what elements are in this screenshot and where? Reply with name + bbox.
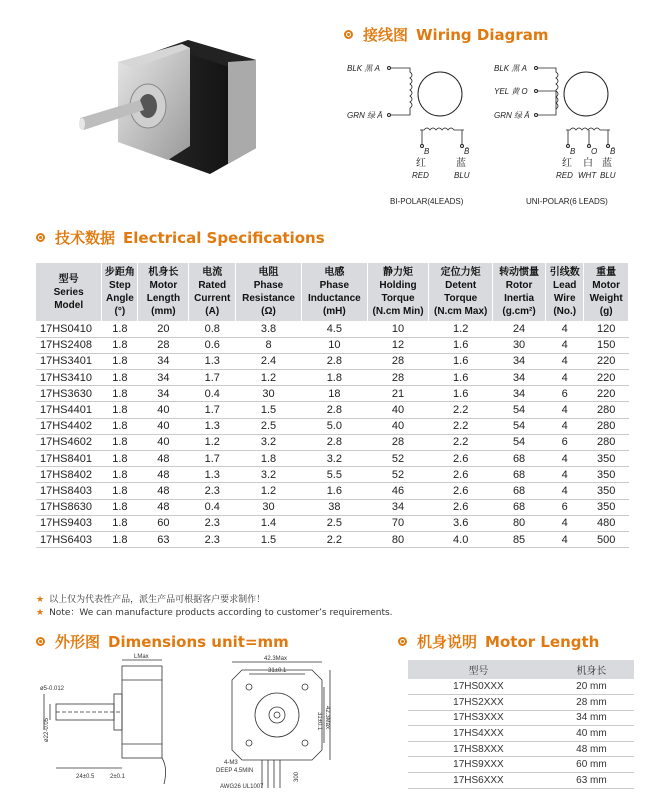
table-cell: 1.6 [429, 353, 493, 369]
star-icon: ★ [36, 608, 45, 618]
unipolar-label-abar: GRN 绿 Ā [494, 111, 530, 120]
table-row [408, 695, 634, 711]
col-length: 机身长 [549, 660, 634, 679]
col-lead-wire: 引线数 Lead Wire (No.) [546, 263, 584, 321]
table-cell: 28 [367, 434, 429, 450]
table-cell: 30 [236, 499, 302, 515]
unipolar-pin-bbar: B̄ [610, 147, 616, 156]
table-cell: 2.6 [429, 483, 493, 499]
table-cell: 30 [236, 386, 302, 402]
bipolar-label-abar: GRN 绿 Ā [347, 111, 383, 120]
table-cell: 1.2 [189, 434, 236, 450]
table-cell: 1.8 [102, 337, 138, 353]
table-cell: 3.2 [236, 467, 302, 483]
table-cell: 4 [546, 337, 584, 353]
table-cell: 48 mm [549, 741, 634, 757]
table-cell: 1.4 [236, 515, 302, 531]
table-row [408, 679, 634, 695]
table-cell: 1.6 [301, 483, 367, 499]
bullet-icon [36, 233, 45, 242]
table-cell: 0.4 [189, 386, 236, 402]
table-cell: 10 [367, 321, 429, 337]
table-cell: 85 [493, 531, 546, 547]
unipolar-pin-o: O [591, 147, 598, 156]
table-cell: 17HS8402 [36, 467, 102, 483]
table-cell: 17HS6XXX [408, 773, 549, 789]
table-cell: 18 [301, 386, 367, 402]
table-cell: 2.3 [189, 483, 236, 499]
table-cell: 17HS4401 [36, 402, 102, 418]
col-series: 型号 [408, 660, 549, 679]
specs-title: 技术数据 Electrical Specifications [36, 227, 325, 248]
table-cell: 40 [367, 402, 429, 418]
table-cell: 350 [584, 483, 629, 499]
col-detent-torque: 定位力矩 Detent Torque (N.cm Max) [429, 263, 493, 321]
table-cell: 40 mm [549, 726, 634, 742]
table-cell: 1.8 [102, 531, 138, 547]
bipolar-blu-en: BLU [454, 171, 470, 180]
bipolar-diagram [347, 64, 470, 206]
table-cell: 80 [493, 515, 546, 531]
table-cell: 1.8 [102, 386, 138, 402]
table-cell: 38 [301, 499, 367, 515]
table-cell: 52 [367, 451, 429, 467]
table-cell: 2.4 [236, 353, 302, 369]
table-cell: 4 [546, 451, 584, 467]
bipolar-pin-b: B [424, 147, 430, 156]
unipolar-blu-zh: 蓝 [602, 158, 612, 169]
table-cell: 17HS4402 [36, 418, 102, 434]
table-cell: 21 [367, 386, 429, 402]
table-cell: 17HS3630 [36, 386, 102, 402]
dim-deep: DEEP 4.5MIN [216, 768, 254, 774]
table-cell: 1.7 [189, 402, 236, 418]
table-row [36, 483, 629, 499]
table-cell: 2.3 [189, 515, 236, 531]
table-cell: 6 [546, 434, 584, 450]
table-cell: 24 [493, 321, 546, 337]
table-cell: 2.2 [429, 402, 493, 418]
unipolar-pin-b: B [570, 147, 576, 156]
motor-length-title: 机身说明 Motor Length [398, 631, 599, 652]
table-cell: 34 [367, 499, 429, 515]
table-cell: 63 mm [549, 773, 634, 789]
table-row [36, 531, 629, 547]
table-cell: 34 [138, 370, 189, 386]
table-row [36, 337, 629, 353]
table-cell: 17HS8XXX [408, 741, 549, 757]
table-row [36, 386, 629, 402]
note-en: ★ Note：We can manufacture products according to customer’s requirements. [36, 608, 393, 618]
table-cell: 60 mm [549, 757, 634, 773]
unipolar-red-zh: 红 [562, 158, 572, 169]
table-cell: 2.2 [429, 418, 493, 434]
star-icon: ★ [36, 595, 45, 605]
unipolar-label-o: YEL 黄 O [494, 87, 528, 96]
table-cell: 1.8 [102, 515, 138, 531]
table-cell: 0.6 [189, 337, 236, 353]
table-cell: 220 [584, 386, 629, 402]
dim-boss: ø22-0.05 [44, 717, 50, 742]
table-cell: 220 [584, 370, 629, 386]
bipolar-pin-bbar: B̄ [464, 147, 470, 156]
table-cell: 150 [584, 337, 629, 353]
col-model: 型号 Series Model [36, 263, 102, 321]
table-cell: 28 [138, 337, 189, 353]
col-step-angle: 步距角 Step Angle (°) [102, 263, 138, 321]
table-cell: 40 [367, 418, 429, 434]
col-inductance: 电感 Phase Inductance (mH) [301, 263, 367, 321]
table-cell: 17HS8401 [36, 451, 102, 467]
table-cell: 34 [138, 386, 189, 402]
table-cell: 17HS3401 [36, 353, 102, 369]
table-cell: 1.2 [429, 321, 493, 337]
col-holding-torque: 静力矩 Holding Torque (N.cm Min) [367, 263, 429, 321]
table-cell: 8 [236, 337, 302, 353]
table-cell: 5.0 [301, 418, 367, 434]
dim-shaft: ø5-0.012 [40, 686, 65, 692]
table-cell: 6 [546, 386, 584, 402]
table-cell: 1.8 [102, 402, 138, 418]
table-cell: 280 [584, 434, 629, 450]
table-cell: 1.8 [102, 483, 138, 499]
table-cell: 3.6 [429, 515, 493, 531]
table-cell: 68 [493, 499, 546, 515]
table-row [36, 370, 629, 386]
table-row [36, 499, 629, 515]
wiring-title: 接线图 Wiring Diagram [344, 24, 548, 45]
table-cell: 280 [584, 402, 629, 418]
table-cell: 6 [546, 499, 584, 515]
table-cell: 28 [367, 353, 429, 369]
unipolar-red-en: RED [556, 171, 573, 180]
note-zh: ★ 以上仅为代表性产品，派生产品可根据客户要求制作！ [36, 595, 266, 605]
col-motor-length: 机身长 Motor Length (mm) [138, 263, 189, 321]
unipolar-wht-zh: 白 [583, 158, 593, 169]
table-cell: 4 [546, 321, 584, 337]
table-cell: 17HS8403 [36, 483, 102, 499]
table-cell: 40 [138, 418, 189, 434]
table-cell: 10 [301, 337, 367, 353]
dim-31-vert: 31±0.1 [316, 712, 322, 731]
table-cell: 1.6 [429, 370, 493, 386]
table-cell: 54 [493, 434, 546, 450]
table-cell: 350 [584, 451, 629, 467]
table-cell: 4 [546, 515, 584, 531]
table-row [36, 467, 629, 483]
side-view [44, 660, 166, 784]
table-cell: 34 mm [549, 710, 634, 726]
table-row [408, 726, 634, 742]
table-row [36, 451, 629, 467]
table-cell: 1.3 [189, 418, 236, 434]
table-cell: 34 [493, 353, 546, 369]
table-cell: 54 [493, 418, 546, 434]
table-cell: 20 [138, 321, 189, 337]
table-row [408, 757, 634, 773]
table-cell: 1.8 [102, 370, 138, 386]
bipolar-label-a: BLK 黑 A [347, 64, 380, 73]
table-cell: 4 [546, 370, 584, 386]
table-cell: 17HS9XXX [408, 757, 549, 773]
table-cell: 17HS0410 [36, 321, 102, 337]
bullet-icon [36, 637, 45, 646]
dim-cable: 300 [294, 771, 300, 782]
bipolar-red-zh: 红 [416, 158, 426, 169]
table-cell: 17HS3410 [36, 370, 102, 386]
table-cell: 63 [138, 531, 189, 547]
table-cell: 1.5 [236, 402, 302, 418]
table-cell: 68 [493, 451, 546, 467]
table-cell: 1.8 [102, 434, 138, 450]
dimension-drawing [36, 652, 336, 794]
table-cell: 2.8 [301, 434, 367, 450]
dim-42max-vert: 42.3Max [324, 706, 330, 730]
unipolar-label-a: BLK 黑 A [494, 64, 527, 73]
dim-len1: 24±0.5 [76, 774, 95, 780]
table-cell: 3.2 [236, 434, 302, 450]
table-cell: 80 [367, 531, 429, 547]
table-cell: 17HS0XXX [408, 679, 549, 695]
bipolar-blu-zh: 蓝 [456, 158, 466, 169]
dim-lmax: LMax [134, 654, 149, 660]
table-cell: 480 [584, 515, 629, 531]
table-cell: 48 [138, 467, 189, 483]
table-cell: 2.8 [301, 402, 367, 418]
table-cell: 34 [138, 353, 189, 369]
table-cell: 17HS3XXX [408, 710, 549, 726]
table-cell: 2.6 [429, 467, 493, 483]
dim-holes: 4-M3 [224, 760, 238, 766]
table-row [408, 710, 634, 726]
table-cell: 17HS6403 [36, 531, 102, 547]
col-resistance: 电阻 Phase Resistance (Ω) [236, 263, 302, 321]
motor-photo [78, 38, 268, 178]
table-cell: 1.8 [102, 451, 138, 467]
table-cell: 2.6 [429, 451, 493, 467]
table-cell: 28 [367, 370, 429, 386]
table-cell: 48 [138, 499, 189, 515]
table-cell: 1.2 [236, 483, 302, 499]
table-cell: 54 [493, 402, 546, 418]
table-cell: 4 [546, 418, 584, 434]
table-cell: 4.5 [301, 321, 367, 337]
table-cell: 4 [546, 353, 584, 369]
table-cell: 0.4 [189, 499, 236, 515]
dim-42max: 42.3Max [264, 656, 288, 662]
table-cell: 1.6 [429, 386, 493, 402]
table-cell: 1.8 [301, 370, 367, 386]
table-cell: 40 [138, 434, 189, 450]
table-cell: 20 mm [549, 679, 634, 695]
bipolar-red-en: RED [412, 171, 429, 180]
table-cell: 280 [584, 418, 629, 434]
table-cell: 34 [493, 370, 546, 386]
table-cell: 1.8 [102, 353, 138, 369]
table-cell: 350 [584, 467, 629, 483]
table-cell: 1.8 [236, 451, 302, 467]
table-row [36, 418, 629, 434]
table-cell: 1.5 [236, 531, 302, 547]
table-cell: 4 [546, 531, 584, 547]
dim-31: 31±0.1 [268, 668, 287, 674]
unipolar-diagram [494, 64, 616, 206]
table-cell: 1.3 [189, 467, 236, 483]
table-row [408, 773, 634, 789]
table-cell: 1.8 [102, 499, 138, 515]
table-cell: 220 [584, 353, 629, 369]
wiring-diagram [336, 52, 636, 212]
table-cell: 17HS9403 [36, 515, 102, 531]
table-cell: 70 [367, 515, 429, 531]
table-row [36, 321, 629, 337]
table-cell: 2.2 [429, 434, 493, 450]
specs-table [36, 263, 629, 548]
specs-header-row [36, 263, 629, 321]
bullet-icon [344, 30, 353, 39]
table-cell: 48 [138, 451, 189, 467]
dim-wire: AWG26 UL1007 [220, 784, 264, 790]
table-cell: 2.5 [301, 515, 367, 531]
table-row [408, 741, 634, 757]
unipolar-wht-en: WHT [578, 171, 597, 180]
table-cell: 12 [367, 337, 429, 353]
table-cell: 30 [493, 337, 546, 353]
table-cell: 4 [546, 402, 584, 418]
table-cell: 2.5 [236, 418, 302, 434]
table-cell: 17HS4602 [36, 434, 102, 450]
table-cell: 48 [138, 483, 189, 499]
table-cell: 1.8 [102, 321, 138, 337]
unipolar-caption: UNI-POLAR(6 LEADS) [526, 197, 608, 206]
table-cell: 5.5 [301, 467, 367, 483]
table-cell: 4.0 [429, 531, 493, 547]
table-cell: 68 [493, 467, 546, 483]
table-row [36, 515, 629, 531]
table-cell: 2.3 [189, 531, 236, 547]
table-cell: 3.8 [236, 321, 302, 337]
dimensions-title: 外形图 Dimensions unit=mm [36, 631, 289, 652]
table-cell: 40 [138, 402, 189, 418]
table-cell: 350 [584, 499, 629, 515]
table-cell: 500 [584, 531, 629, 547]
table-cell: 17HS2408 [36, 337, 102, 353]
table-cell: 1.6 [429, 337, 493, 353]
table-row [36, 353, 629, 369]
table-cell: 60 [138, 515, 189, 531]
table-cell: 1.3 [189, 353, 236, 369]
table-cell: 1.8 [102, 418, 138, 434]
table-row [36, 434, 629, 450]
table-cell: 4 [546, 467, 584, 483]
motor-length-header-row [408, 660, 634, 679]
col-rotor-inertia: 转动惯量 Rotor Inertia (g.cm²) [493, 263, 546, 321]
table-cell: 2.6 [429, 499, 493, 515]
table-cell: 2.2 [301, 531, 367, 547]
table-cell: 17HS2XXX [408, 695, 549, 711]
table-cell: 1.8 [102, 467, 138, 483]
table-cell: 0.8 [189, 321, 236, 337]
table-row [36, 402, 629, 418]
table-cell: 4 [546, 483, 584, 499]
unipolar-blu-en: BLU [600, 171, 616, 180]
table-cell: 52 [367, 467, 429, 483]
table-cell: 120 [584, 321, 629, 337]
table-cell: 1.7 [189, 451, 236, 467]
motor-length-table [408, 660, 634, 789]
dim-len2: 2±0.1 [110, 774, 125, 780]
table-cell: 68 [493, 483, 546, 499]
table-cell: 1.7 [189, 370, 236, 386]
table-cell: 1.2 [236, 370, 302, 386]
table-cell: 46 [367, 483, 429, 499]
table-cell: 28 mm [549, 695, 634, 711]
table-cell: 17HS4XXX [408, 726, 549, 742]
bipolar-caption: BI-POLAR(4LEADS) [390, 197, 464, 206]
col-weight: 重量 Motor Weight (g) [584, 263, 629, 321]
table-cell: 3.2 [301, 451, 367, 467]
table-cell: 34 [493, 386, 546, 402]
table-cell: 2.8 [301, 353, 367, 369]
table-cell: 17HS8630 [36, 499, 102, 515]
bullet-icon [398, 637, 407, 646]
col-current: 电流 Rated Current (A) [189, 263, 236, 321]
